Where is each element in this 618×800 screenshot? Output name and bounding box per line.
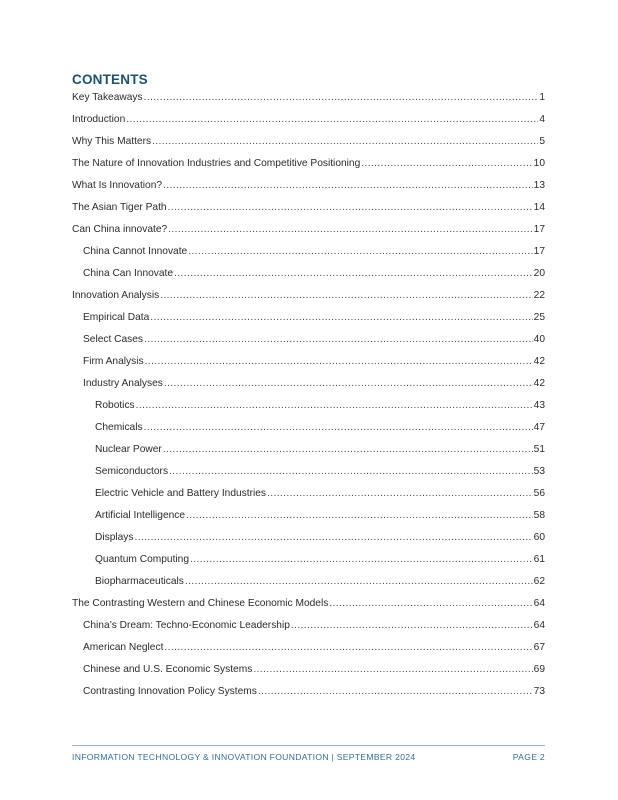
toc-entry-title: Robotics (95, 400, 135, 411)
toc-dot-leader (188, 246, 532, 258)
toc-entry-page: 64 (533, 620, 545, 631)
toc-entry[interactable] (72, 268, 545, 290)
toc-entry[interactable] (72, 620, 545, 642)
toc-entry-page: 60 (533, 532, 545, 543)
toc-dot-leader (160, 290, 532, 302)
toc-entry[interactable] (72, 290, 545, 312)
toc-dot-leader (163, 444, 533, 456)
toc-dot-leader (267, 488, 533, 500)
toc-entry-page: 62 (533, 576, 545, 587)
toc-dot-leader (291, 620, 533, 632)
toc-entry-title: Semiconductors (95, 466, 169, 477)
toc-entry[interactable] (72, 466, 545, 488)
toc-dot-leader (186, 510, 533, 522)
footer-organization: INFORMATION TECHNOLOGY & INNOVATION FOUNDATION | SEPTEMBER 2024 (72, 752, 416, 762)
toc-entry-title: Why This Matters (72, 136, 152, 147)
toc-entry-page: 67 (533, 642, 545, 653)
toc-dot-leader (190, 554, 533, 566)
toc-entry-title: Nuclear Power (95, 444, 162, 455)
toc-entry-page: 43 (533, 400, 545, 411)
toc-entry-page: 73 (533, 686, 545, 697)
toc-dot-leader (163, 180, 533, 192)
toc-entry[interactable] (72, 378, 545, 400)
toc-dot-leader (144, 92, 539, 104)
toc-entry[interactable] (72, 664, 545, 686)
toc-entry-title: What Is Innovation? (72, 180, 163, 191)
toc-entry-title: Electric Vehicle and Battery Industries (95, 488, 267, 499)
toc-entry-title: American Neglect (83, 642, 164, 653)
toc-entry-page: 53 (533, 466, 545, 477)
toc-entry-page: 47 (533, 422, 545, 433)
toc-entry-page: 56 (533, 488, 545, 499)
toc-entry-title: Innovation Analysis (72, 290, 160, 301)
toc-entry-page: 17 (533, 246, 545, 257)
toc-dot-leader (152, 136, 538, 148)
toc-entry-title: China Can Innovate (83, 268, 174, 279)
toc-entry-title: The Contrasting Western and Chinese Economic Models (72, 598, 329, 609)
toc-entry-title: The Asian Tiger Path (72, 202, 167, 213)
toc-entry[interactable] (72, 224, 545, 246)
toc-entry[interactable] (72, 400, 545, 422)
toc-entry-title: Chemicals (95, 422, 143, 433)
toc-dot-leader (144, 334, 533, 346)
toc-dot-leader (164, 378, 533, 390)
toc-entry[interactable] (72, 312, 545, 334)
toc-entry[interactable] (72, 488, 545, 510)
toc-entry-title: Introduction (72, 114, 126, 125)
toc-dot-leader (258, 686, 533, 698)
toc-dot-leader (361, 158, 532, 170)
toc-entry-title: Industry Analyses (83, 378, 163, 389)
toc-dot-leader (136, 400, 533, 412)
toc-dot-leader (329, 598, 532, 610)
toc-entry-page: 61 (533, 554, 545, 565)
toc-entry[interactable] (72, 136, 545, 158)
toc-entry-title: Displays (95, 532, 134, 543)
contents-page (72, 72, 545, 708)
toc-entry-title: Empirical Data (83, 312, 150, 323)
toc-entry-title: Chinese and U.S. Economic Systems (83, 664, 253, 675)
table-of-contents (72, 92, 545, 708)
toc-entry-page: 58 (533, 510, 545, 521)
toc-entry-title: China Cannot Innovate (83, 246, 188, 257)
toc-entry[interactable] (72, 114, 545, 136)
toc-entry[interactable] (72, 246, 545, 268)
toc-entry-title: Quantum Computing (95, 554, 190, 565)
toc-entry[interactable] (72, 554, 545, 576)
toc-entry-title: The Nature of Innovation Industries and Competitive Positioning (72, 158, 361, 169)
toc-entry-page: 25 (533, 312, 545, 323)
toc-entry[interactable] (72, 598, 545, 620)
toc-entry-page: 40 (533, 334, 545, 345)
page-footer (72, 752, 545, 762)
toc-dot-leader (169, 466, 533, 478)
toc-entry[interactable] (72, 202, 545, 224)
toc-entry[interactable] (72, 642, 545, 664)
toc-entry-page: 42 (533, 378, 545, 389)
toc-entry-title: Select Cases (83, 334, 144, 345)
toc-entry-title: Artificial Intelligence (95, 510, 186, 521)
toc-entry[interactable] (72, 532, 545, 554)
toc-entry-title: Firm Analysis (83, 356, 144, 367)
toc-dot-leader (145, 356, 533, 368)
toc-entry[interactable] (72, 356, 545, 378)
toc-dot-leader (168, 202, 533, 214)
toc-entry-page: 51 (533, 444, 545, 455)
toc-entry-title: Can China innovate? (72, 224, 168, 235)
toc-dot-leader (164, 642, 532, 654)
toc-dot-leader (150, 312, 532, 324)
toc-entry[interactable] (72, 444, 545, 466)
toc-dot-leader (174, 268, 533, 280)
page-title: CONTENTS (72, 72, 148, 87)
toc-entry[interactable] (72, 158, 545, 180)
toc-entry[interactable] (72, 686, 545, 708)
toc-dot-leader (135, 532, 533, 544)
toc-dot-leader (185, 576, 533, 588)
toc-dot-leader (126, 114, 538, 126)
toc-dot-leader (253, 664, 532, 676)
toc-entry[interactable] (72, 334, 545, 356)
toc-dot-leader (168, 224, 533, 236)
toc-entry-page: 69 (533, 664, 545, 675)
toc-dot-leader (144, 422, 533, 434)
toc-entry-page: 17 (533, 224, 545, 235)
toc-entry-page: 1 (539, 92, 545, 103)
footer-page-number: PAGE 2 (512, 752, 545, 762)
toc-entry-page: 42 (533, 356, 545, 367)
toc-entry-page: 22 (533, 290, 545, 301)
toc-entry-title: Key Takeaways (72, 92, 143, 103)
toc-entry-page: 13 (533, 180, 545, 191)
toc-entry-page: 4 (539, 114, 545, 125)
toc-entry-page: 64 (533, 598, 545, 609)
toc-entry[interactable] (72, 422, 545, 444)
toc-entry-title: Contrasting Innovation Policy Systems (83, 686, 257, 697)
toc-entry[interactable] (72, 510, 545, 532)
toc-entry-title: China’s Dream: Techno-Economic Leadership (83, 620, 290, 631)
toc-entry-title: Biopharmaceuticals (95, 576, 184, 587)
toc-entry-page: 5 (539, 136, 545, 147)
toc-entry-page: 10 (533, 158, 545, 169)
toc-entry[interactable] (72, 92, 545, 114)
toc-entry-page: 14 (533, 202, 545, 213)
toc-entry[interactable] (72, 180, 545, 202)
toc-entry[interactable] (72, 576, 545, 598)
footer-divider (72, 745, 545, 746)
toc-entry-page: 20 (533, 268, 545, 279)
